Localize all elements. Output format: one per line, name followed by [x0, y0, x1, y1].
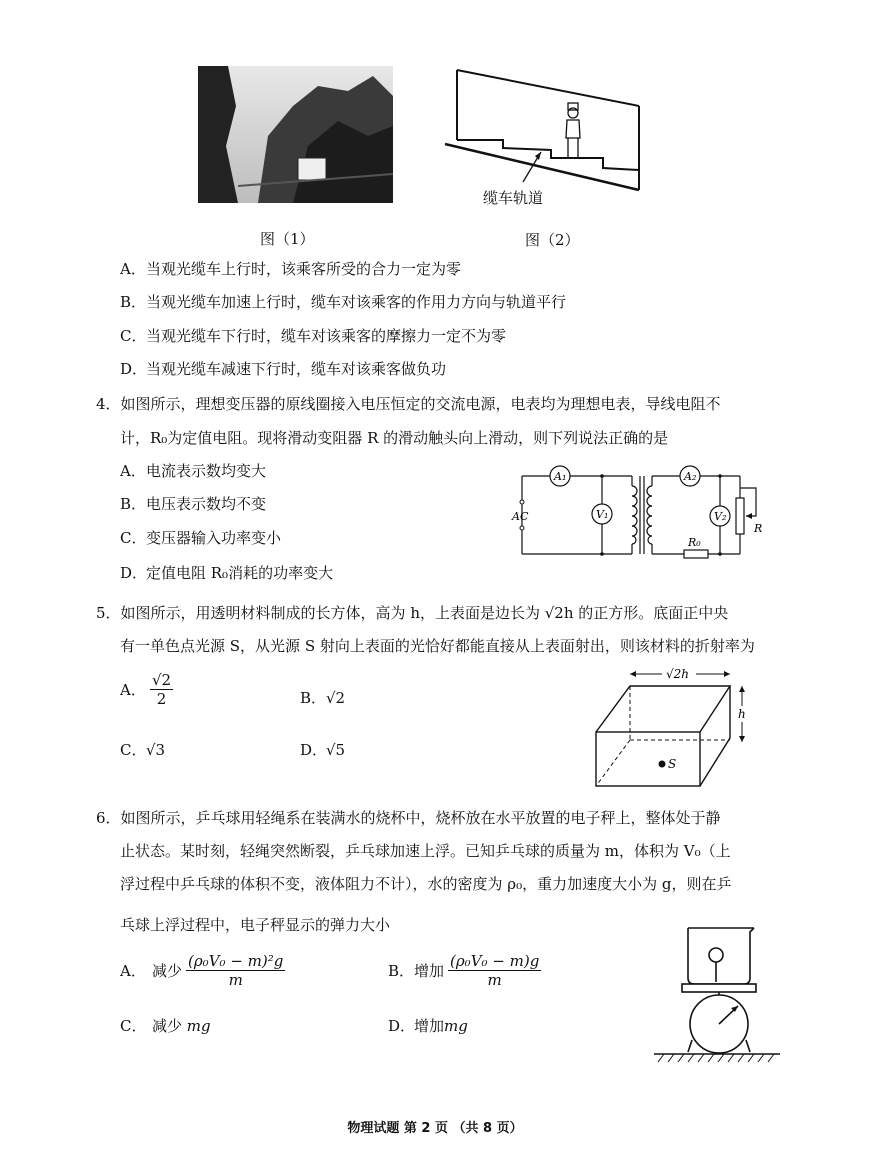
q6-stem-line2: 止状态。某时刻，轻绳突然断裂，乒乓球加速上浮。已知乒乓球的质量为 m，体积为 V₀（上 — [120, 842, 731, 860]
figure-2-caption: 图（2） — [525, 231, 580, 249]
q4-circuit-diagram — [508, 462, 778, 568]
passenger-figure — [566, 103, 580, 158]
q5-option-b: B．√2 — [300, 689, 346, 707]
q3-option-d: D．当观光缆车减速下行时，缆车对该乘客做负功 — [120, 360, 447, 378]
rheostat-label: R — [754, 522, 763, 535]
track-label: 缆车轨道 — [483, 189, 544, 207]
q6-stem-line3: 浮过程中乒乓球的体积不变，液体阻力不计），水的密度为 ρ₀，重力加速度大小为 g，则在乒 — [120, 875, 732, 893]
q3-option-b: B．当观光缆车加速上行时，缆车对该乘客的作用力方向与轨道平行 — [120, 293, 567, 311]
q6-stem-line1: 6．如图所示，乒乓球用轻绳系在装满水的烧杯中，烧杯放在水平放置的电子秤上，整体处于静 — [96, 809, 721, 827]
box-height-label: h — [738, 707, 746, 721]
voltmeter-v1-label: V₁ — [596, 508, 609, 521]
q3-option-a: A．当观光缆车上行时，该乘客所受的合力一定为零 — [120, 260, 462, 278]
r0-label: R₀ — [688, 536, 701, 549]
q5-stem-line2: 有一单色点光源 S，从光源 S 射向上表面的光恰好都能直接从上表面射出，则该材料的折射率为 — [120, 637, 755, 655]
q5-option-a: A． $\frac{√2}{2}$ — [120, 671, 172, 708]
q3-option-c: C．当观光缆车下行时，缆车对该乘客的摩擦力一定不为零 — [120, 327, 507, 345]
q6-scale-diagram — [652, 924, 782, 1080]
light-source-label: S — [668, 757, 677, 771]
q4-option-b: B．电压表示数均不变 — [120, 495, 267, 513]
q4-option-c: C．变压器输入功率变小 — [120, 529, 282, 547]
q5-box-diagram — [590, 662, 760, 792]
q4-stem-line1: 4．如图所示，理想变压器的原线圈接入电压恒定的交流电源，电表均为理想电表，导线电阻不 — [96, 395, 721, 413]
q6-option-d: D．增加mg — [388, 1017, 468, 1035]
ammeter-a2-label: A₂ — [684, 470, 697, 483]
q5-option-c: C．√3 — [120, 741, 166, 759]
q6-option-b: B． 增加 $\frac{\text{(ρ₀V₀ − m)g}}{m}$ — [388, 952, 540, 989]
q6-stem-line4: 乓球上浮过程中，电子秤显示的弹力大小 — [120, 916, 391, 934]
figure-1-caption: 图（1） — [260, 230, 315, 248]
q6-option-c: C． 减少 mg — [120, 1017, 211, 1035]
q4-option-d: D．定值电阻 R₀消耗的功率变大 — [120, 564, 334, 582]
voltmeter-v2-label: V₂ — [714, 510, 727, 523]
page-footer: 物理试题 第 2 页 （共 8 页） — [347, 1121, 523, 1136]
q4-option-a: A．电流表示数均变大 — [120, 462, 267, 480]
box-top-label: √2h — [666, 667, 690, 681]
ac-source-label: AC — [512, 510, 529, 523]
q5-option-d: D．√5 — [300, 741, 346, 759]
q4-stem-line2: 计，R₀为定值电阻。现将滑动变阻器 R 的滑动触头向上滑动，则下列说法正确的是 — [120, 429, 669, 447]
q6-option-a: A． 减少 $\frac{\text{(ρ₀V₀ − m)²g}}{m}$ — [120, 952, 284, 989]
q5-stem-line1: 5．如图所示，用透明材料制成的长方体，高为 h，上表面是边长为 √2h 的正方形。底面正中央 — [96, 604, 729, 622]
figure-1-photo — [198, 66, 393, 203]
ammeter-a1-label: A₁ — [554, 470, 567, 483]
